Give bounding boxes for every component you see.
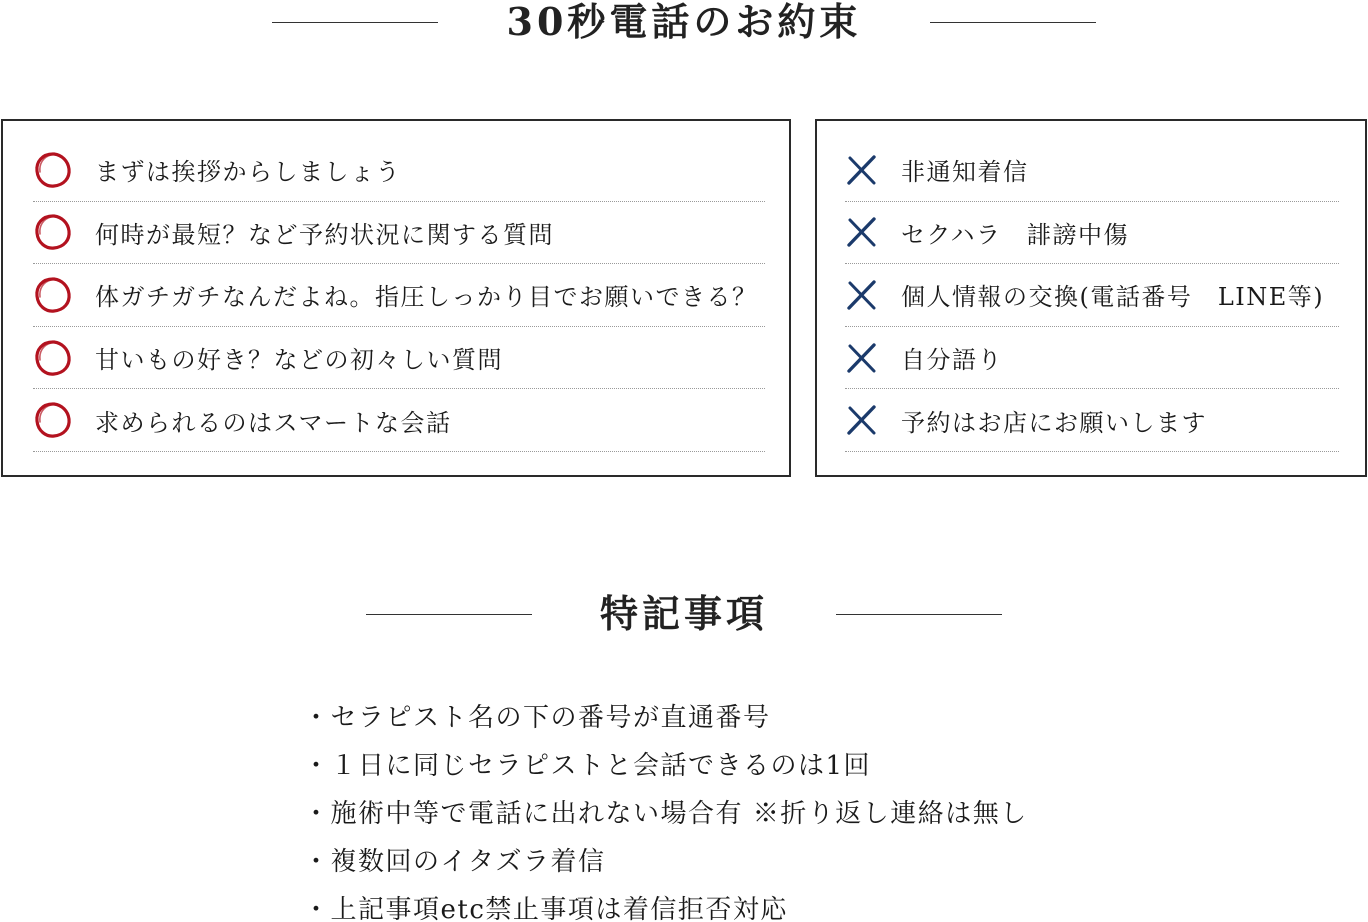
- note-item: ・施術中等で電話に出れない場合有 ※折り返し連絡は無し: [303, 799, 1028, 829]
- ng-box: [815, 119, 1367, 477]
- ok-item-text: 何時が最短？など予約状況に関する質問: [95, 220, 554, 249]
- promise-title: 30秒電話のお約束: [506, 0, 862, 44]
- notes-heading: [0, 586, 1368, 642]
- blue-cross-icon: [845, 215, 879, 249]
- note-item: ・上記事項etc禁止事項は着信拒否対応: [303, 895, 788, 922]
- heading-rule-right: [836, 614, 1002, 615]
- ng-item-text: 個人情報の交換(電話番号 LINE等): [901, 283, 1325, 312]
- blue-cross-icon: [845, 278, 879, 312]
- red-circle-icon: [33, 338, 73, 378]
- ng-item: [845, 264, 1339, 327]
- red-circle-icon: [33, 212, 73, 252]
- ok-item-text: まずは挨拶からしましょう: [95, 158, 401, 187]
- ok-item: [33, 389, 765, 452]
- ok-item: [33, 264, 765, 327]
- ok-item: [33, 202, 765, 265]
- ng-item-text: 自分語り: [901, 346, 1003, 375]
- ok-item: [33, 327, 765, 390]
- heading-rule-left: [366, 614, 532, 615]
- ng-item-text: セクハラ 誹謗中傷: [901, 220, 1130, 249]
- ok-item-text: 甘いもの好き？などの初々しい質問: [95, 346, 503, 375]
- ng-item: [845, 202, 1339, 265]
- note-item: ・１日に同じセラピストと会話できるのは1回: [303, 751, 872, 781]
- ng-item: [845, 389, 1339, 452]
- notes-list: [303, 694, 1028, 922]
- ng-item-text: 非通知着信: [901, 158, 1029, 187]
- ok-list: [33, 139, 765, 452]
- blue-cross-icon: [845, 341, 879, 375]
- blue-cross-icon: [845, 153, 879, 187]
- ng-item: [845, 327, 1339, 390]
- ok-item-text: 体ガチガチなんだよね。指圧しっかり目でお願いできる？: [95, 283, 758, 312]
- heading-rule-right: [930, 22, 1096, 23]
- ok-item-text: 求められるのはスマートな会話: [95, 408, 452, 437]
- ng-item: [845, 139, 1339, 202]
- red-circle-icon: [33, 150, 73, 190]
- ng-list: [845, 139, 1339, 452]
- red-circle-icon: [33, 400, 73, 440]
- ng-item-text: 予約はお店にお願いします: [901, 408, 1207, 437]
- blue-cross-icon: [845, 403, 879, 437]
- note-item: ・セラピスト名の下の番号が直通番号: [303, 703, 771, 733]
- ok-box: [1, 119, 791, 477]
- ok-item: [33, 139, 765, 202]
- heading-rule-left: [272, 22, 438, 23]
- red-circle-icon: [33, 275, 73, 315]
- notes-title: 特記事項: [599, 591, 768, 636]
- promise-heading: [0, 0, 1368, 48]
- note-item: ・複数回のイタズラ着信: [303, 847, 606, 877]
